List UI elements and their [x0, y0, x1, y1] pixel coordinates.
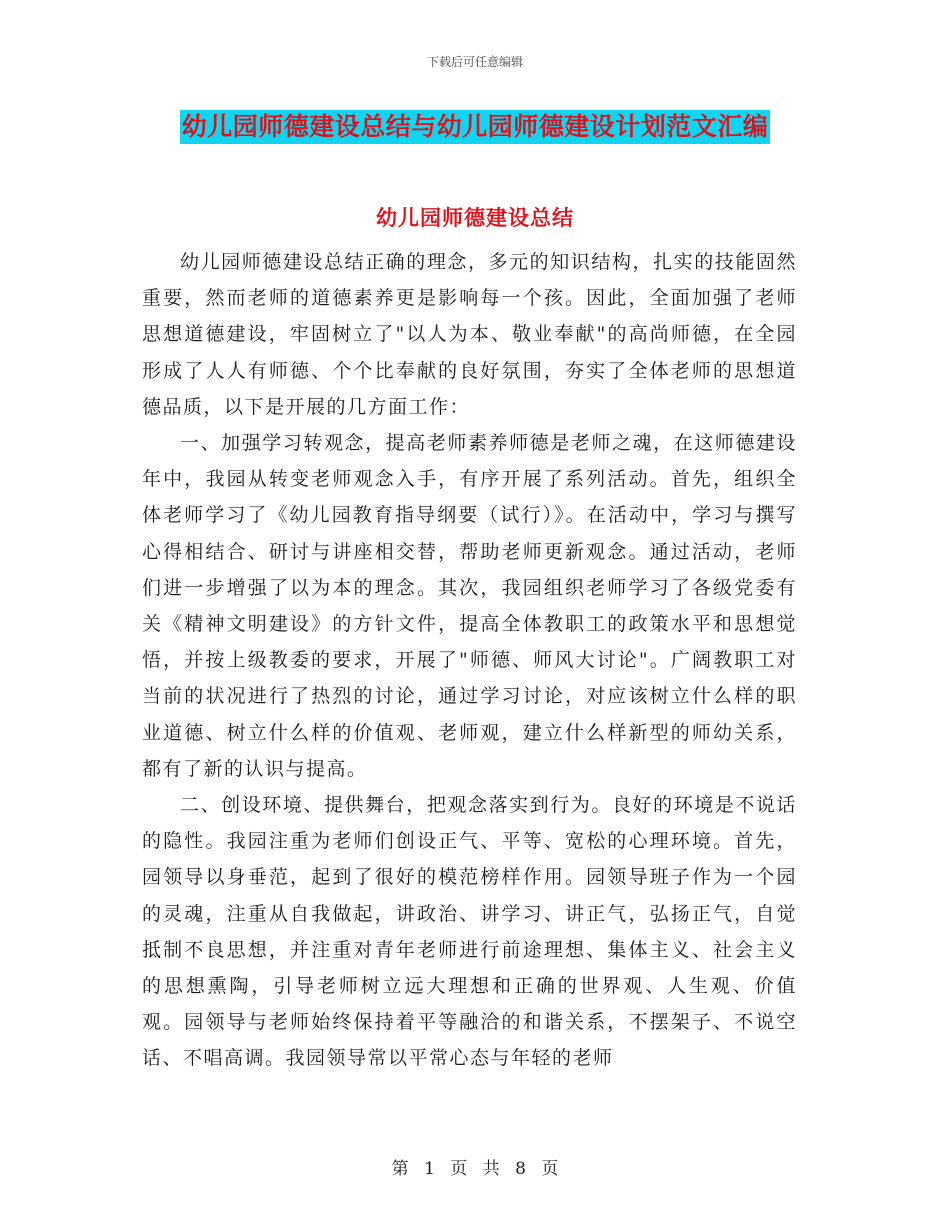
- page-header-note: 下载后可任意编辑: [426, 55, 523, 69]
- document-body: [142, 244, 797, 1077]
- page-footer-number: 第 1 页 共 8 页: [391, 1159, 559, 1179]
- paragraph-intro: 幼儿园师德建设总结正确的理念，多元的知识结构，扎实的技能固然重要，然而老师的道德素养更是影响每一个孩。因此，全面加强了老师思想道德建设，牢固树立了"以人为本、敬业奉献"的高尚师德，在全园形成了人人有师德、个个比奉献的良好氛围，夯实了全体老师的思想道德品质，以下是开展的几方面工作：: [142, 251, 797, 418]
- paragraph-section-1: 一、加强学习转观念，提高老师素养师德是老师之魂，在这师德建设年中，我园从转变老师观念入手，有序开展了系列活动。首先，组织全体老师学习了《幼儿园教育指导纲要（试行）》。在活动中，学习与撰写心得相结合、研讨与讲座相交替，帮助老师更新观念。通过活动，老师们进一步增强了以为本的理念。其次，我园组织老师学习了各级党委有关《精神文明建设》的方针文件，提高全体教职工的政策水平和思想觉悟，并按上级教委的要求，开展了"师德、师风大讨论"。广阔教职工对当前的状况进行了热烈的讨论，通过学习讨论，对应该树立什么样的职业道德、树立什么样的价值观、老师观，建立什么样新型的师幼关系，都有了新的认识与提高。: [142, 432, 797, 780]
- section-title: 幼儿园师德建设总结: [376, 205, 574, 230]
- document-title-block: [0, 110, 950, 144]
- paragraph-section-2: 二、创设环境、提供舞台，把观念落实到行为。良好的环境是不说话的隐性。我园注重为老师们创设正气、平等、宽松的心理环境。首先，园领导以身垂范，起到了很好的模范榜样作用。园领导班子作为一个园的灵魂，注重从自我做起，讲政治、讲学习、讲正气，弘扬正气，自觉抵制不良思想，并注重对青年老师进行前途理想、集体主义、社会主义的思想熏陶，引导老师树立远大理想和正确的世界观、人生观、价值观。园领导与老师始终保持着平等融洽的和谐关系，不摆架子、不说空话、不唱高调。我园领导常以平常心态与年轻的老师: [142, 794, 797, 1070]
- document-title: 幼儿园师德建设总结与幼儿园师德建设计划范文汇编: [180, 110, 771, 144]
